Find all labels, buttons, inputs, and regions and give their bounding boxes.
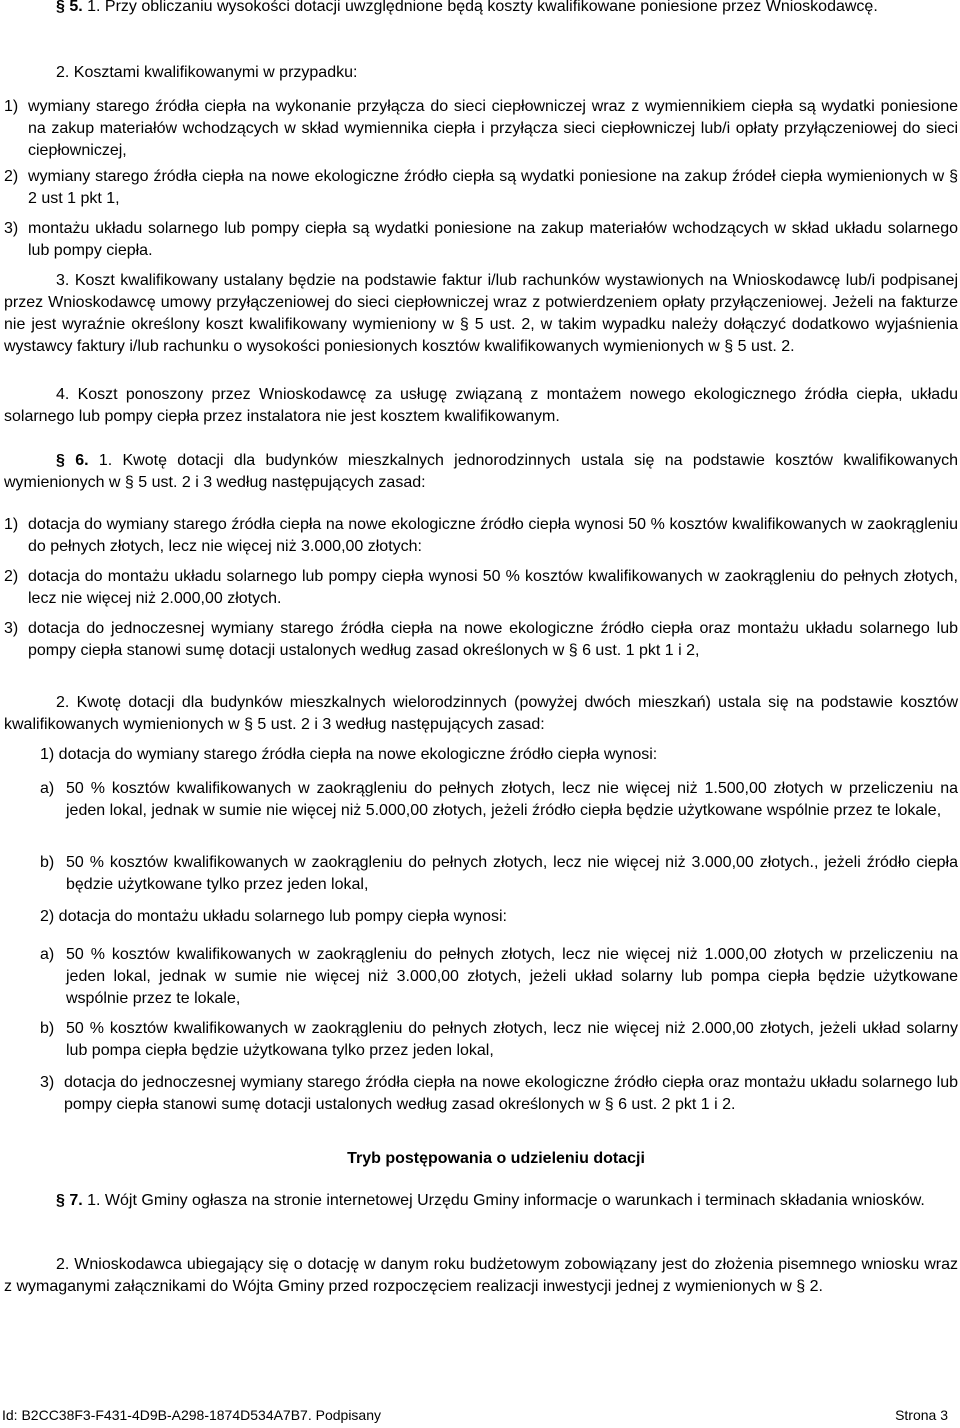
s5-section-number: § 5. xyxy=(56,0,83,15)
s5-paragraph-3: 3. Koszt kwalifikowany ustalany będzie na podstawie faktur i/lub rachunków wystawionych na Wnioskodawcę lub/i podpisanej przez Wnioskodawcę umowy przyłączeniowej do sieci ciepłowniczej wraz z potwierdzeniem opłaty przyłączeniowej. Jeżeli na fakturze nie jest wyraźnie określony koszt kwalifikowany wymieniony w § 5 ust. 2, w takim wypadku należy dołączyć dodatkowo wyjaśnienia wystawcy faktury i/lub rachunku o wysokości poniesionych kosztów kwalifikowanych wymienionych w § 5 ust. 2. xyxy=(4,272,958,355)
s5-p1-text: 1. Przy obliczaniu wysokości dotacji uwzględnione będą koszty kwalifikowane poniesione przez Wnioskodawcę. xyxy=(87,0,878,15)
s6-p2-item-1: 1) dotacja do wymiany starego źródła ciepła na nowe ekologiczne źródło ciepła wynosi: xyxy=(40,746,658,763)
s7-paragraph-1 xyxy=(4,1190,958,1212)
list-text: montażu układu solarnego lub pompy ciepła są wydatki poniesione na zakup materiałów wchodzących w skład układu solarnego lub pompy ciepła. xyxy=(28,220,958,259)
s5-paragraph-1 xyxy=(4,0,958,18)
s7-paragraph-2: 2. Wnioskodawca ubiegający się o dotację w danym roku budżetowym zobowiązany jest do złożenia pisemnego wniosku wraz z wymaganymi załącznikami do Wójta Gminy przed rozpoczęciem realizacji inwestycji jednej z wymienionych w § 2. xyxy=(4,1256,958,1295)
s5-paragraph-2: 2. Kosztami kwalifikowanymi w przypadku: xyxy=(56,64,358,81)
s6-p2-item1-sub-a xyxy=(4,778,958,822)
list-item xyxy=(4,566,958,610)
s7-section-number: § 7. xyxy=(56,1192,83,1209)
list-item xyxy=(4,618,958,662)
list-item xyxy=(4,96,958,162)
s6-section-number: § 6. xyxy=(56,452,89,469)
list-item xyxy=(4,218,958,262)
s6-p1-list-1 xyxy=(4,514,958,558)
list-text: dotacja do jednoczesnej wymiany starego źródła ciepła na nowe ekologiczne źródło ciepła oraz montażu układu solarnego lub pompy ciepła stanowi sumę dotacji ustalonych według zasad określonych w § 6 ust. 2 pkt 1 i 2. xyxy=(64,1074,958,1113)
list-number: 1) xyxy=(4,98,19,115)
list-item xyxy=(40,1018,958,1062)
list-text: 50 % kosztów kwalifikowanych w zaokrągleniu do pełnych złotych, lecz nie więcej niż 2.000,00 złotych, jeżeli układ solarny lub pompa ciepła będzie użytkowana tylko przez jeden lokal, xyxy=(66,1020,958,1059)
s6-p1-list-2 xyxy=(4,566,958,610)
list-number: 3) xyxy=(4,220,19,237)
list-number: 2) xyxy=(4,168,19,185)
list-text: dotacja do montażu układu solarnego lub pompy ciepła wynosi 50 % kosztów kwalifikowanych w zaokrągleniu do pełnych złotych, lecz nie więcej niż 2.000,00 złotych. xyxy=(28,568,958,607)
list-item xyxy=(40,778,958,822)
s6-p2-item1-sub-b xyxy=(4,852,958,896)
list-text: dotacja do jednoczesnej wymiany starego źródła ciepła na nowe ekologiczne źródło ciepła oraz montażu układu solarnego lub pompy ciepła stanowi sumę dotacji ustalonych według zasad określonych w § 6 ust. 1 pkt 1 i 2, xyxy=(28,620,958,659)
list-item xyxy=(4,514,958,558)
section-heading: Tryb postępowania o udzieleniu dotacji xyxy=(347,1150,645,1167)
s6-p1-text: 1. Kwotę dotacji dla budynków mieszkalnych jednorodzinnych ustala się na podstawie kosztów kwalifikowanych wymienionych w § 5 ust. 2 i 3 według następujących zasad: xyxy=(4,452,959,491)
document-id: Id: B2CC38F3-F431-4D9B-A298-1874D534A7B7. Podpisany xyxy=(2,1407,382,1423)
list-number: 2) xyxy=(4,568,19,585)
list-text: wymiany starego źródła ciepła na nowe ekologiczne źródło ciepła są wydatki poniesione na zakup źródeł ciepła wymienionych w § 2 ust 1 pkt 1, xyxy=(28,168,958,207)
s5-p2-list xyxy=(4,96,958,162)
list-item xyxy=(40,1072,958,1116)
list-item xyxy=(40,852,958,896)
list-item xyxy=(4,166,958,210)
list-text: dotacja do wymiany starego źródła ciepła na nowe ekologiczne źródło ciepła wynosi 50 % kosztów kwalifikowanych w zaokrągleniu do pełnych złotych, lecz nie więcej niż 3.000,00 złotych: xyxy=(28,516,958,555)
list-text: 50 % kosztów kwalifikowanych w zaokrągleniu do pełnych złotych, lecz nie więcej niż 1.000,00 złotych w przeliczeniu na jeden lokal, jednak w sumie nie więcej niż 3.000,00 złotych, jeżeli układ solarny lub pompa ciepła będzie użytkowane wspólnie przez te lokale, xyxy=(66,946,958,1007)
page-number: Strona 3 xyxy=(895,1407,948,1423)
s7-p1-text: 1. Wójt Gminy ogłasza na stronie internetowej Urzędu Gminy informacje o warunkach i terminach składania wniosków. xyxy=(87,1192,925,1209)
list-text: wymiany starego źródła ciepła na wykonanie przyłącza do sieci ciepłowniczej wraz z wymiennikiem ciepła są wydatki poniesione na zakup materiałów wchodzących w skład wymiennika ciepła i przyłącza sieci ciepłowniczej lub/i opłaty przyłączeniowej do sieci ciepłowniczej, xyxy=(28,98,958,159)
list-letter: a) xyxy=(40,946,55,963)
list-number: 1) xyxy=(4,516,19,533)
list-item xyxy=(40,944,958,1010)
s6-p2-item-2: 2) dotacja do montażu układu solarnego lub pompy ciepła wynosi: xyxy=(40,908,507,925)
list-letter: b) xyxy=(40,1020,55,1037)
s6-p2-item-3 xyxy=(40,1072,958,1116)
s5-paragraph-4: 4. Koszt ponoszony przez Wnioskodawcę za usługę związaną z montażem nowego ekologicznego źródła ciepła, układu solarnego lub pompy ciepła przez instalatora nie jest kosztem kwalifikowanym. xyxy=(4,386,958,425)
s6-p2-item2-sub-b xyxy=(4,1018,958,1062)
s6-paragraph-1 xyxy=(4,450,958,494)
s6-p1-list-3 xyxy=(4,618,958,662)
s5-p2-list-3 xyxy=(4,218,958,262)
list-letter: b) xyxy=(40,854,55,871)
list-number: 3) xyxy=(4,620,19,637)
s5-p2-list-2 xyxy=(4,166,958,210)
list-letter: a) xyxy=(40,780,55,797)
list-text: 50 % kosztów kwalifikowanych w zaokrągleniu do pełnych złotych, lecz nie więcej niż 1.500,00 złotych w przeliczeniu na jeden lokal, jednak w sumie nie więcej niż 5.000,00 złotych, jeżeli źródło ciepła będzie użytkowane wspólnie przez te lokale, xyxy=(66,780,958,819)
list-number: 3) xyxy=(40,1074,55,1091)
list-text: 50 % kosztów kwalifikowanych w zaokrągleniu do pełnych złotych, lecz nie więcej niż 3.000,00 złotych., jeżeli źródło ciepła będzie użytkowane tylko przez jeden lokal, xyxy=(66,854,958,893)
s6-p2-item2-sub-a xyxy=(4,944,958,1010)
s6-paragraph-2: 2. Kwotę dotacji dla budynków mieszkalnych wielorodzinnych (powyżej dwóch mieszkań) ustala się na podstawie kosztów kwalifikowanych wymienionych w § 5 ust. 2 i 3 według następujących zasad: xyxy=(4,694,958,733)
